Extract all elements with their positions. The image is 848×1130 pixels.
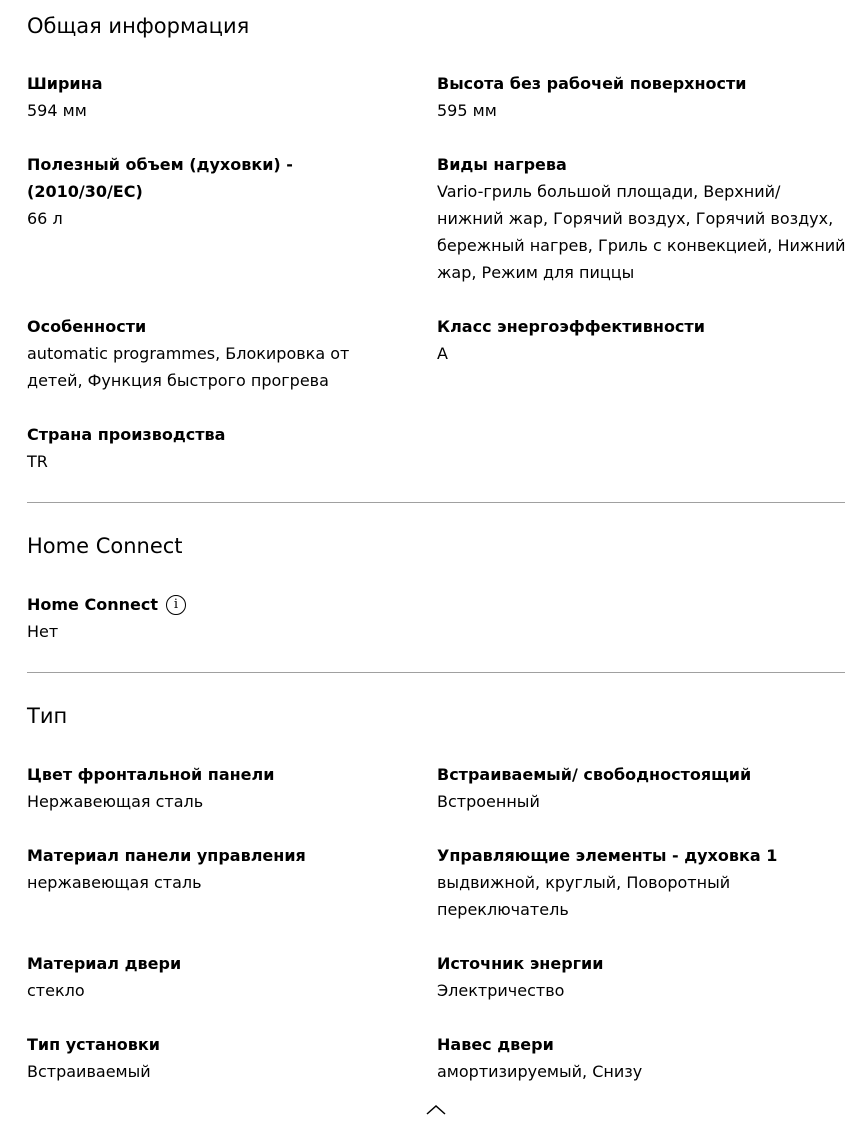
spec-width — [27, 70, 437, 151]
spec-value: выдвижной, круглый, Поворотный переключатель — [437, 873, 731, 919]
spec-value: 594 мм — [27, 101, 87, 120]
spec-value: 595 мм — [437, 101, 497, 120]
general-specs-grid — [27, 70, 845, 481]
chevron-up-icon[interactable] — [425, 1102, 447, 1118]
spec-label: Полезный объем (духовки) - (2010/30/EC) — [27, 155, 293, 201]
spec-value: Нержавеющая сталь — [27, 792, 204, 811]
spec-door-hinge — [437, 1031, 845, 1091]
spec-front-color — [27, 761, 437, 842]
spec-height — [437, 70, 845, 151]
spec-country — [27, 421, 437, 481]
spec-value: стекло — [27, 981, 85, 1000]
spec-value: Встраиваемый — [27, 1062, 151, 1081]
spec-panel-material — [27, 842, 437, 950]
spec-label: Цвет фронтальной панели — [27, 765, 275, 784]
section-divider — [27, 502, 845, 503]
section-divider — [27, 672, 845, 673]
spec-value: Нет — [27, 622, 59, 641]
spec-home-connect — [27, 591, 186, 645]
spec-label: Тип установки — [27, 1035, 160, 1054]
spec-controls — [437, 842, 845, 950]
spec-door-material — [27, 950, 437, 1031]
spec-value: нержавеющая сталь — [27, 873, 202, 892]
spec-features — [27, 313, 437, 421]
spec-label — [27, 591, 186, 618]
section-title-general: Общая информация — [27, 14, 250, 38]
spec-label: Навес двери — [437, 1035, 554, 1054]
type-specs-grid — [27, 761, 845, 1091]
spec-label: Особенности — [27, 317, 147, 336]
spec-value: Встроенный — [437, 792, 540, 811]
section-title-home-connect: Home Connect — [27, 534, 183, 558]
spec-label: Страна производства — [27, 425, 226, 444]
info-icon[interactable]: i — [166, 595, 186, 615]
spec-heating-modes — [437, 151, 845, 313]
spec-label: Класс энергоэффективности — [437, 317, 705, 336]
spec-value: 66 л — [27, 209, 63, 228]
spec-label: Материал двери — [27, 954, 182, 973]
spec-label: Ширина — [27, 74, 103, 93]
spec-energy-source — [437, 950, 845, 1031]
spec-volume — [27, 151, 327, 313]
spec-value: Vario-гриль большой площади, Верхний/ нижний жар, Горячий воздух, Горячий воздух, бережный нагрев, Гриль с конвекцией, Нижний жар, Режим для пиццы — [437, 182, 846, 282]
section-title-type: Тип — [27, 704, 68, 728]
spec-label: Материал панели управления — [27, 846, 306, 865]
spec-value: Электричество — [437, 981, 565, 1000]
spec-label: Виды нагрева — [437, 155, 567, 174]
spec-label: Высота без рабочей поверхности — [437, 74, 747, 93]
spec-built-in — [437, 761, 845, 842]
spec-label: Управляющие элементы - духовка 1 — [437, 846, 778, 865]
spec-value: амортизируемый, Снизу — [437, 1062, 643, 1081]
spec-installation-type — [27, 1031, 437, 1091]
spec-label: Источник энергии — [437, 954, 604, 973]
spec-value: A — [437, 344, 448, 363]
spec-label: Встраиваемый/ свободностоящий — [437, 765, 752, 784]
spec-value: automatic programmes, Блокировка от детей, Функция быстрого прогрева — [27, 344, 350, 390]
spec-label-text: Home Connect — [27, 595, 158, 614]
spec-value: TR — [27, 452, 48, 471]
spec-energy-class — [437, 313, 845, 421]
